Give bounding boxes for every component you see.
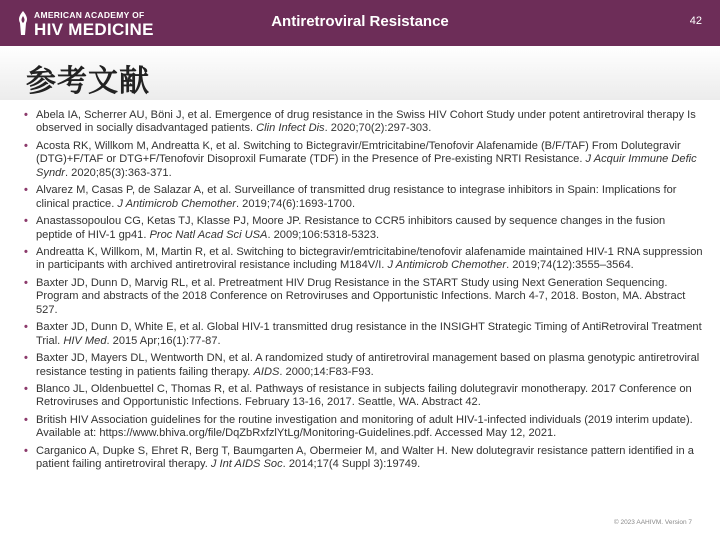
reference-item: • British HIV Association guidelines for the routine investigation and monitoring of adult HIV-1-infected individuals (2019 interim update). Available at: https://www.bhiva.org/file/DqZbRxfzlYtLg/Monitoring-Guidelines.pdf. Accessed May 12, 2021. xyxy=(24,414,704,441)
page-number: 42 xyxy=(689,15,702,27)
reference-item: • Abela IA, Scherrer AU, Böni J, et al. Emergence of drug resistance in the Swiss HIV Cohort Study under potent antiretroviral therapy Is observed in socially disadvantaged patients. Clin Infect Dis. 2020;70(2):297-303. xyxy=(24,109,704,136)
logo-org-line1: AMERICAN ACADEMY OF xyxy=(34,10,145,20)
reference-item: • Alvarez M, Casas P, de Salazar A, et al. Surveillance of transmitted drug resistance to integrase inhibitors in Spain: Implications for clinical practice. J Antimicrob Chemother. 2019;74(6):1693-1700. xyxy=(24,184,704,211)
page-heading: 参考文献 xyxy=(26,64,150,99)
reference-item: • Carganico A, Dupke S, Ehret R, Berg T, Baumgarten A, Obermeier M, and Walter H. New dolutegravir resistance pattern identified in a patient failing antiretroviral therapy. J Int AIDS Soc. 2014;17(4 Suppl 3):19749. xyxy=(24,445,704,472)
reference-item: • Baxter JD, Mayers DL, Wentworth DN, et al. A randomized study of antiretroviral management based on plasma genotypic antiretroviral resistance testing in patients failing therapy. AIDS. 2000;14:F83-F93. xyxy=(24,352,704,379)
slide-header xyxy=(0,0,720,46)
reference-item: • Anastassopoulou CG, Ketas TJ, Klasse PJ, Moore JP. Resistance to CCR5 inhibitors caused by sequence changes in the fusion peptide of HIV-1 gp41. Proc Natl Acad Sci USA. 2009;106:5318-5323. xyxy=(24,215,704,242)
reference-item: • Acosta RK, Willkom M, Andreatta K, et al. Switching to Bictegravir/Emtricitabine/Tenofovir Alafenamide (B/F/TAF) From Dolutegravir (DTG)+F/TAF or DTG+F/Tenofovir Disoproxil Fumarate (TDF) in the Presence of Pre-existing NRTI Resistance. J Acquir Immune Defic Syndr. 2020;85(3):363-371. xyxy=(24,140,704,180)
reference-item: • Baxter JD, Dunn D, White E, et al. Global HIV-1 transmitted drug resistance in the INSIGHT Strategic Timing of AntiRetroviral Treatment Trial. HIV Med. 2015 Apr;16(1):77-87. xyxy=(24,321,704,348)
slide-title: Antiretroviral Resistance xyxy=(271,13,449,30)
copyright-footer: © 2023 AAHIVM. Version 7 xyxy=(613,519,692,526)
reference-list xyxy=(24,109,704,476)
reference-item: • Baxter JD, Dunn D, Marvig RL, et al. Pretreatment HIV Drug Resistance in the START Study using Next Generation Sequencing. Program and abstracts of the 2018 Conference on Retroviruses and Opportunistic Infections. March 4-7, 2018. Boston, MA. Abstract 527. xyxy=(24,277,704,317)
logo-org-line2: HIV MEDICINE xyxy=(34,20,154,39)
reference-item: • Andreatta K, Willkom, M, Martin R, et al. Switching to bictegravir/emtricitabine/tenofovir alafenamide maintained HIV-1 RNA suppression in participants with archived antiretroviral resistance including M184V/I. J Antimicrob Chemother. 2019;74(12):3555–3564. xyxy=(24,246,704,273)
reference-item: • Blanco JL, Oldenbuettel C, Thomas R, et al. Pathways of resistance in subjects failing dolutegravir monotherapy. 2017 Conference on Retroviruses and Opportunistic Infections. February 13-16, 2017. Seattle, WA. Abstract 42. xyxy=(24,383,704,410)
